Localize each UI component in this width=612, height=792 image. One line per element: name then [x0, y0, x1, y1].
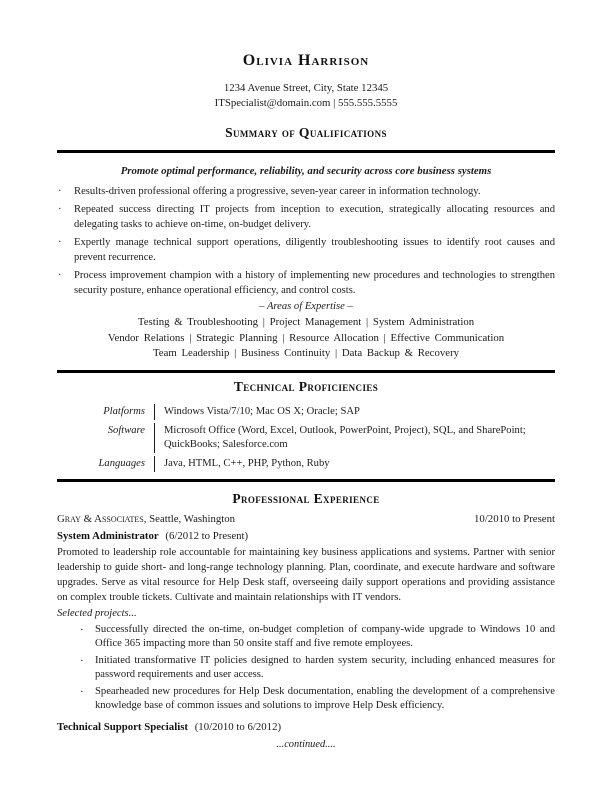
project-bullet-item — [57, 623, 555, 651]
section-heading-experience: Professional Experience — [232, 490, 380, 506]
contact-block — [57, 81, 555, 110]
project-bullet-text: Spearheaded new procedures for Help Desk documentation, enabling the development of a comprehensive knowledge base of common issues and solutions to improve Help Desk efficiency. — [95, 685, 555, 711]
role-dates: (6/2012 to Present) — [165, 530, 249, 542]
areas-of-expertise-list — [57, 315, 555, 362]
bullet-icon: · — [80, 686, 84, 698]
role-title-line — [57, 529, 555, 544]
bullet-icon: · — [58, 186, 62, 197]
divider-rule — [57, 370, 555, 373]
bullet-icon: · — [58, 237, 62, 248]
bullet-icon: · — [58, 270, 62, 281]
bullet-text: Process improvement champion with a history of implementing new procedures and technologies to strengthen security posture, enhance operational efficiency, and control costs. — [74, 270, 555, 296]
person-name: Olivia Harrison — [242, 52, 370, 69]
expertise-line: Testing & Troubleshooting | Project Management | System Administration — [137, 316, 475, 328]
tech-row — [57, 423, 555, 453]
company-location: Seattle, Washington — [149, 512, 236, 525]
bullet-icon: · — [58, 204, 62, 215]
tech-value: Java, HTML, C++, PHP, Python, Ruby — [154, 456, 555, 472]
bullet-icon: · — [80, 624, 84, 636]
bullet-item — [57, 235, 555, 265]
project-bullet-item — [57, 685, 555, 713]
tech-value: Microsoft Office (Word, Excel, Outlook, PowerPoint, Project), SQL, and SharePoint; QuickBooks; Salesforce.com — [154, 423, 555, 453]
bullet-text: Results-driven professional offering a progressive, seven-year career in information technology. — [74, 186, 481, 197]
tech-row — [57, 456, 555, 472]
project-bullet-text: Initiated transformative IT policies designed to harden system security, including enhanced measures for password requirements and user access. — [95, 654, 555, 680]
selected-projects-label: Selected projects... — [57, 607, 137, 619]
bullet-text: Repeated success directing IT projects from inception to execution, strategically allocating resources and delegating tasks to achieve on-time, on-budget delivery. — [74, 204, 555, 230]
expertise-line: Team Leadership | Business Continuity | Data Backup & Recovery — [152, 347, 460, 359]
tech-label: Platforms — [103, 405, 145, 417]
role-description: Promoted to leadership role accountable for maintaining key business applications and systems. Partner with senior leadership to guide short- and long-range technology planning. Plan, coordinate, and execute hardware and software upgrades. Serve as vital resource for Help Desk staff, overseeing daily support operations and providing assistance on complex trouble tickets. Cultivate and maintain relationships with IT vendors. — [57, 546, 555, 603]
areas-of-expertise-title: – Areas of Expertise – — [259, 301, 353, 312]
contact-line: ITSpecialist@domain.com | 555.555.5555 — [214, 96, 398, 109]
tech-value: Windows Vista/7/10; Mac OS X; Oracle; SAP — [154, 404, 555, 420]
experience-dates: 10/2010 to Present — [474, 512, 555, 525]
bullet-item — [57, 202, 555, 232]
project-bullet-item — [57, 654, 555, 682]
tech-label: Software — [107, 424, 145, 436]
header — [57, 52, 555, 110]
company-and-location — [57, 512, 235, 527]
tech-label: Languages — [98, 457, 145, 469]
section-heading-summary: Summary of Qualifications — [225, 125, 387, 140]
company-name: Gray & Associates, — [57, 512, 147, 525]
role-title: System Administrator — [57, 530, 159, 542]
bullet-text: Expertly manage technical support operations, diligently troubleshooting issues to identify root causes and prevent recurrence. — [74, 237, 555, 263]
role-dates: (10/2010 to 6/2012) — [194, 720, 282, 733]
bullet-icon: · — [80, 655, 84, 667]
address-line: 1234 Avenue Street, City, State 12345 — [223, 82, 389, 94]
expertise-line: Vendor Relations | Strategic Planning | Resource Allocation | Effective Communication — [107, 331, 505, 344]
continued-marker: ...continued.... — [276, 739, 336, 750]
company-line — [57, 512, 555, 527]
bullet-item — [57, 268, 555, 298]
project-bullet-list — [57, 623, 555, 713]
divider-rule — [57, 479, 555, 482]
summary-bullet-list — [57, 184, 555, 298]
role2-title-line — [57, 720, 555, 735]
project-bullet-text: Successfully directed the on-time, on-budget completion of company-wide upgrade to Windows 10 and Office 365 impacting more than 50 onsite staff and five remote employees. — [95, 623, 555, 649]
tech-row — [57, 404, 555, 420]
section-heading-technical: Technical Proficiencies — [233, 378, 379, 394]
tech-proficiencies-table — [57, 404, 555, 472]
summary-tagline: Promote optimal performance, reliability, and security across core business systems — [120, 165, 492, 177]
bullet-item — [57, 184, 555, 199]
role-title: Technical Support Specialist — [57, 720, 188, 733]
divider-rule — [57, 150, 555, 153]
